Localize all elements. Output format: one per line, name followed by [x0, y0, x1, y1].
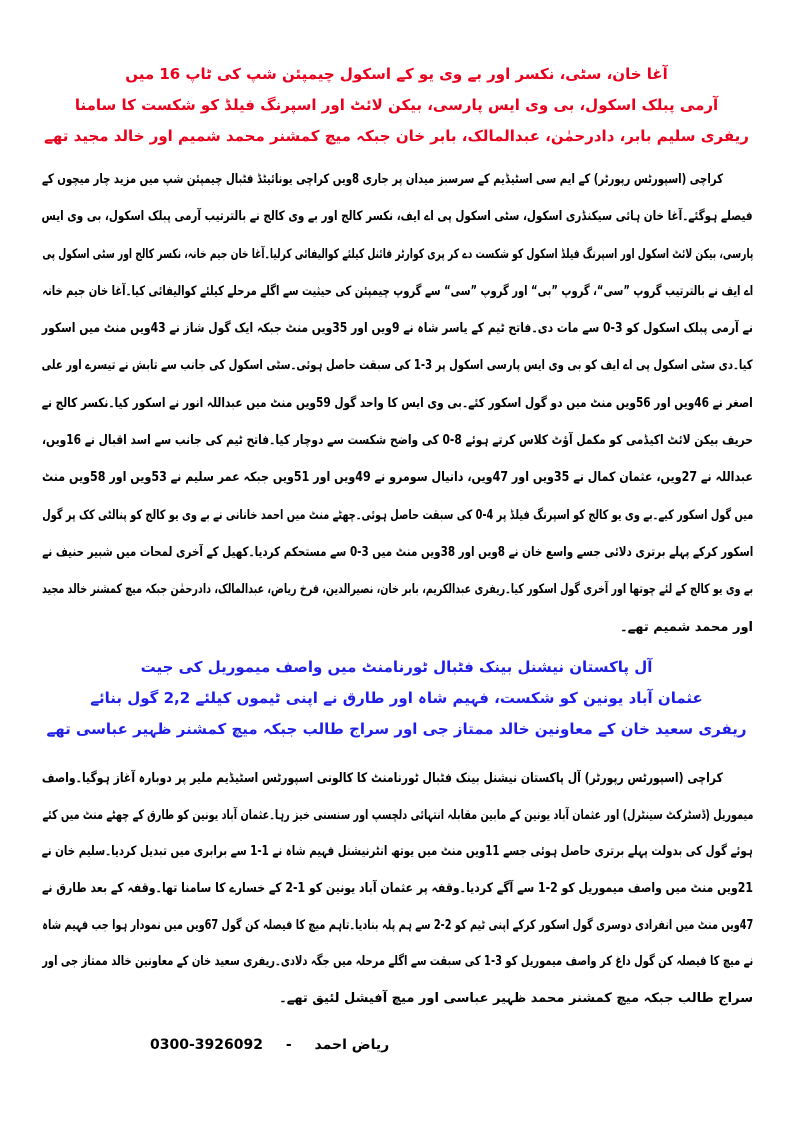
separator: -	[285, 1037, 292, 1053]
article-line: کراچی (اسپورٹس رپورٹر) آل پاکستان نیشنل بینک فٹبال ٹورنامنٹ کا کالونی اسپورٹس اسٹیڈیم ملیر پر دوبارہ آغاز ہوگیا۔واصف	[42, 771, 723, 786]
phone-number: 0300-3926092	[150, 1037, 263, 1053]
article-line: کیا۔دی سٹی اسکول پی اے ایف کو بی وی ایس پارسی اسکول پر 3-1 کی سبقت حاصل ہوئی۔سٹی اسکول کی جانب سے تابش نے تیسرے اور علی	[42, 358, 753, 374]
officials-line: ریفری سعید خان کے معاونین خالد ممتاز جی اور سراج طالب جبکہ میچ کمشنر ظہیر عباسی تھے	[46, 720, 747, 738]
article-line: میں گول اسکور کیے۔بے وی یو کالج کو اسپرنگ فیلڈ پر 4-0 کی سبقت حاصل ہوئی۔چھٹے منٹ میں احمد خانانی نے بے وی یو کالج کو پنالٹی کک پر گول	[42, 507, 753, 523]
article-line: اصغر نے 46ویں اور 56ویں منٹ میں دو گول اسکور کئے۔بی وی ایس کا واحد گول 59ویں منٹ میں عبداللہ انور نے اسکور کیا۔نکسر کالج نے	[42, 395, 753, 411]
article-line: کراچی (اسپورٹس رپورٹر) کے ایم سی اسٹیڈیم کے سرسبز میدان پر جاری 8ویں کراچی یونائیٹڈ فٹبال چیمپئن شپ میں مزید چار میچوں کے	[42, 172, 723, 187]
article-line: میموریل (ڈسٹرکٹ سینٹرل) اور عثمان آباد یونین کے مابین مقابلہ انتہائی دلچسپ اور سنسنی خیز رہا۔عثمان آباد یونین کو طارق کے چھٹے منٹ میں کئے	[42, 807, 753, 823]
officials-line: ریفری سلیم بابر، دادرحمٰن، عبدالمالک، بابر خان جبکہ میچ کمشنر محمد شمیم اور خالد مجید تھے	[44, 127, 749, 145]
article-line: فیصلے ہوگئے۔آغا خان ہائی سیکنڈری اسکول، سٹی اسکول پی اے ایف، نکسر کالج اور بے وی کالج نے بالترتیب آرمی پبلک اسکول، بی وی ایس	[42, 209, 753, 225]
article-line: بے وی یو کالج کے لئے چوتھا اور آخری گول اسکور کیا۔ریفری عبدالکریم، بابر خان، نصیرالدین، فرخ ریاض، عبدالمالک، دادرحمٰن جبکہ میچ کمشنر خالد مجید	[42, 582, 753, 598]
subheadline: آرمی پبلک اسکول، بی وی ایس پارسی، بیکن لائٹ اور اسپرنگ فیلڈ کو شکست کا سامنا	[74, 96, 719, 114]
headline: آل پاکستان نیشنل بینک فٹبال ٹورنامنٹ میں واصف میموریل کی جیت	[140, 658, 653, 676]
article-2	[42, 761, 753, 1018]
article-line: ہوئے گول کی بدولت پہلے برتری حاصل ہوئی جسے 11ویں منٹ میں یوتھ انٹرنیشنل فہیم شاہ نے 1-1 سے برابری میں تبدیل کردیا۔سلیم خان نے	[42, 844, 753, 860]
article-1	[42, 161, 753, 646]
article-line-last: اور محمد شمیم تھے۔	[620, 619, 753, 635]
article-line: نے آرمی پبلک اسکول کو 3-0 سے مات دی۔فاتح ٹیم کے یاسر شاہ نے 9ویں اور 35ویں منٹ جبکہ ایک گول شاز نے 43ویں منٹ میں اسکور	[42, 321, 753, 337]
article-line: 47ویں منٹ میں انفرادی دوسری گول اسکور کرکے اپنی ٹیم کو 2-2 سے ہم پلہ بنادیا۔تاہم میچ کا فیصلہ کن گول 67ویں میں نمودار ہوا جب فہیم شاہ	[42, 917, 753, 933]
headline: آغا خان، سٹی، نکسر اور بے وی یو کے اسکول چیمپئن شپ کی ٹاپ 16 میں	[125, 65, 668, 83]
article-line: اسکور کرکے پہلے برتری دلائی جسے واسع خان نے 8ویں اور 38ویں منٹ میں 3-0 سے مستحکم کردیا۔کھیل کے آخری لمحات میں شبیر حنیف نے	[42, 544, 753, 560]
article-line: 21ویں منٹ میں واصف میموریل کو 2-1 سے آگے کردیا۔وقفہ پر عثمان آباد یونین کو 1-2 کے خسارے کا سامنا تھا۔وقفہ کے بعد طارق نے	[42, 881, 753, 897]
article-line-last: سراج طالب جبکہ میچ کمشنر محمد ظہیر عباسی اور میچ آفیشل لئیق تھے۔	[279, 991, 753, 1007]
article-line: اے ایف نے بالترتیب گروپ ”سی“، گروپ ”بی“ اور گروپ ”سی“ سے گروپ چیمپئن کی حیثیت سے اگلے مرحلے کیلئے کوالیفائی کیا۔آغا خان جیم خانہ	[42, 283, 753, 299]
author-name: ریاض احمد	[314, 1037, 390, 1053]
article-line: عبداللہ نے 27ویں، عثمان کمال نے 35ویں اور 47ویں، دانیال سومرو نے 49ویں اور 51ویں جبکہ عمر سلیم نے 53ویں اور 58ویں منٹ	[42, 470, 753, 486]
byline	[150, 1033, 389, 1057]
article-line: پارسی، بیکن لائٹ اسکول اور اسپرنگ فیلڈ اسکول کو شکست دے کر پری کوارٹر فائنل کیلئے کوالیفائی کرلیا۔آغا خان جیم خانہ، نکسر کالج اور سٹی اسکول پی	[42, 246, 753, 262]
article-line: نے میچ کا فیصلہ کن گول داغ کر واصف میموریل کو 3-1 کی سبقت سے اگلے مرحلہ میں جگہ دلادی۔ریفری سعید خان کے معاونین خالد ممتاز جی اور	[42, 954, 753, 970]
article-line: حریف بیکن لائٹ اکیڈمی کو مکمل آؤٹ کلاس کرتے ہوئے 8-0 کی واضح شکست سے دوچار کیا۔فاتح ٹیم کی جانب سے اسد اقبال نے 16ویں،	[42, 433, 753, 449]
subheadline: عثمان آباد یونین کو شکست، فہیم شاہ اور طارق نے اپنی ٹیموں کیلئے 2,2 گول بنائے	[90, 689, 703, 707]
